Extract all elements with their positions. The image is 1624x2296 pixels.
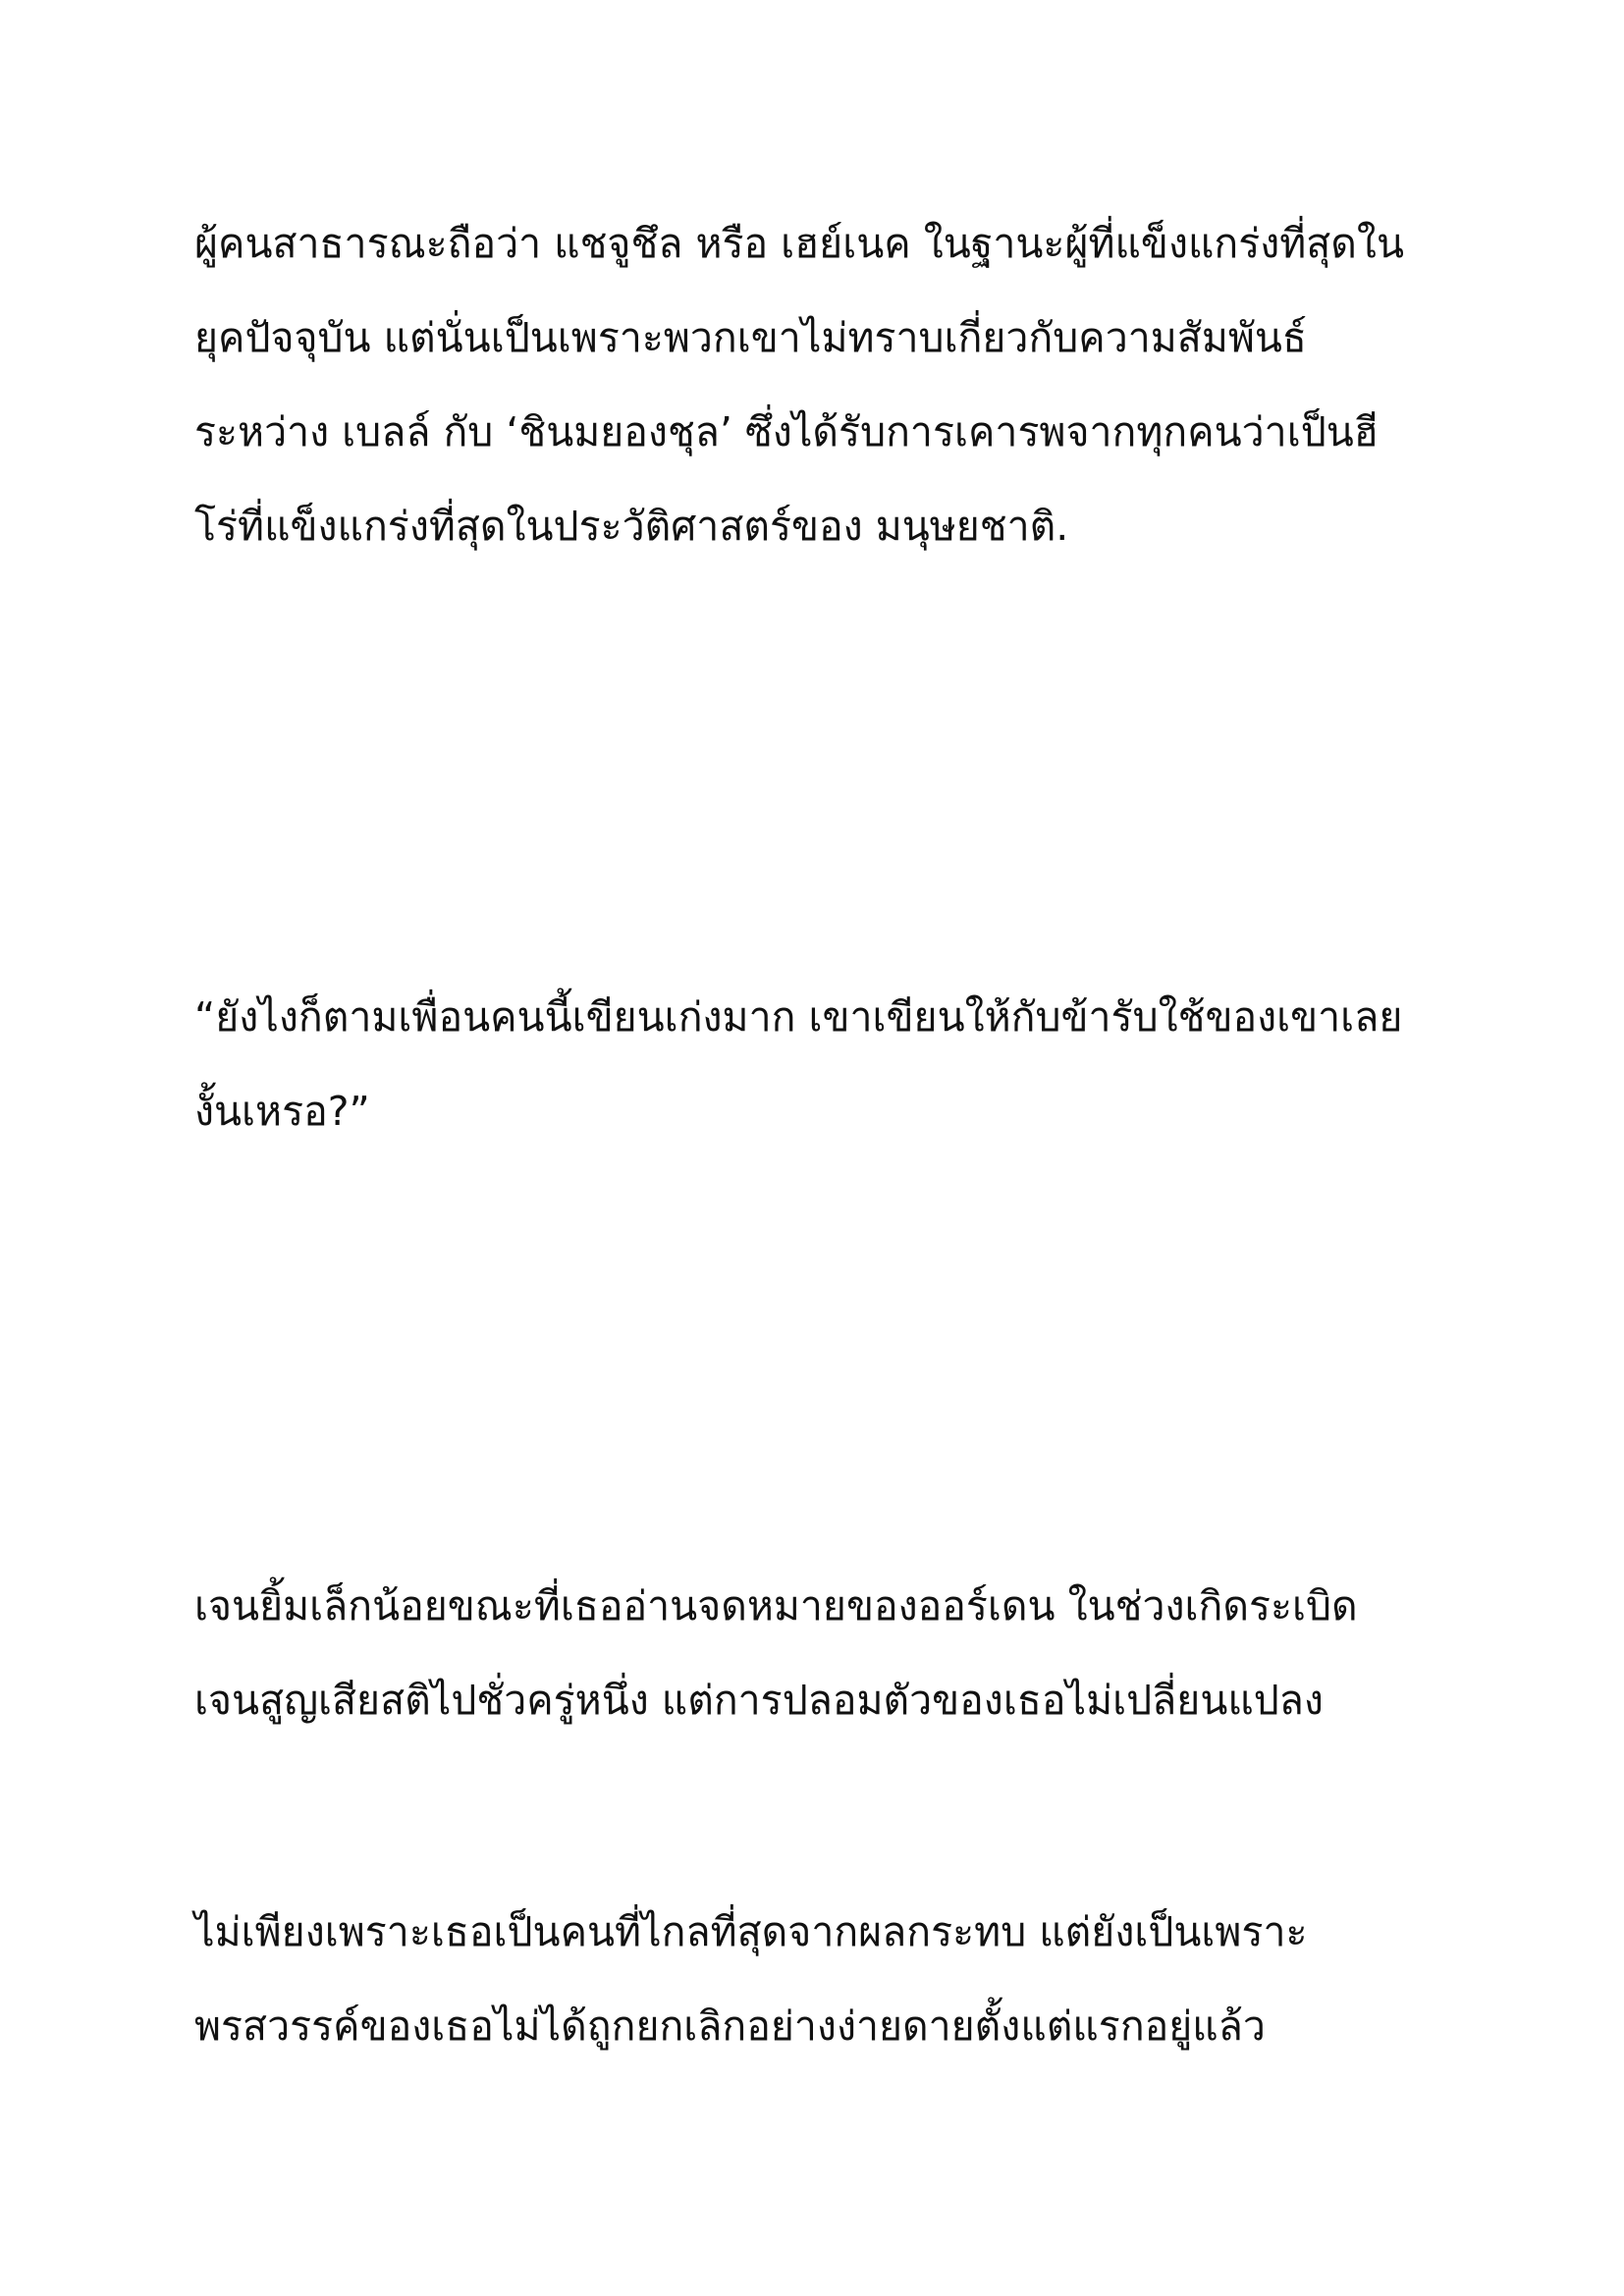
paragraph-line: ระหว่าง เบลล์ กับ ‘ชินมยองชุล’ ซึ่งได้รับการเคารพจากทุกคนว่าเป็นฮี (194, 408, 1379, 455)
paragraph-line: โร่ที่แข็งแกร่งที่สุดในประวัติศาสตร์ของ มนุษยชาติ. (194, 503, 1069, 550)
paragraph-line: เจนสูญเสียสติไปชั่วครู่หนึ่ง แต่การปลอมตัวของเธอไม่เปลี่ยนแปลง (194, 1677, 1324, 1724)
paragraph-line: พรสวรรค์ของเธอไม่ได้ถูกยกเลิกอย่างง่ายดายตั้งแต่แรกอยู่แล้ว (194, 2002, 1266, 2050)
paragraph-line: เจนยิ้มเล็กน้อยขณะที่เธออ่านจดหมายของออร์เดน ในช่วงเกิดระเบิด (194, 1582, 1358, 1629)
paragraph-4 (194, 1885, 1471, 2073)
paragraph-2 (194, 970, 1471, 1158)
paragraph-line: “ยังไงก็ตามเพื่อนคนนี้เขียนเก่งมาก เขาเขียนให้กับข้ารับใช้ของเขาเลย (194, 993, 1403, 1041)
paragraph-1 (194, 196, 1471, 573)
paragraph-line: ผู้คนสาธารณะถือว่า แชจูชึล หรือ เฮย์เนค ในฐานะผู้ที่แข็งแกร่งที่สุดใน (194, 220, 1404, 267)
paragraph-3 (194, 1559, 1471, 1747)
paragraph-line: ไม่เพียงเพราะเธอเป็นคนที่ไกลที่สุดจากผลกระทบ แต่ยังเป็นเพราะ (194, 1908, 1308, 1955)
paragraph-line: งั้นเหรอ?” (194, 1088, 370, 1135)
paragraph-line: ยุคปัจจุบัน แต่นั่นเป็นเพราะพวกเขาไม่ทราบเกี่ยวกับความสัมพันธ์ (194, 314, 1307, 361)
